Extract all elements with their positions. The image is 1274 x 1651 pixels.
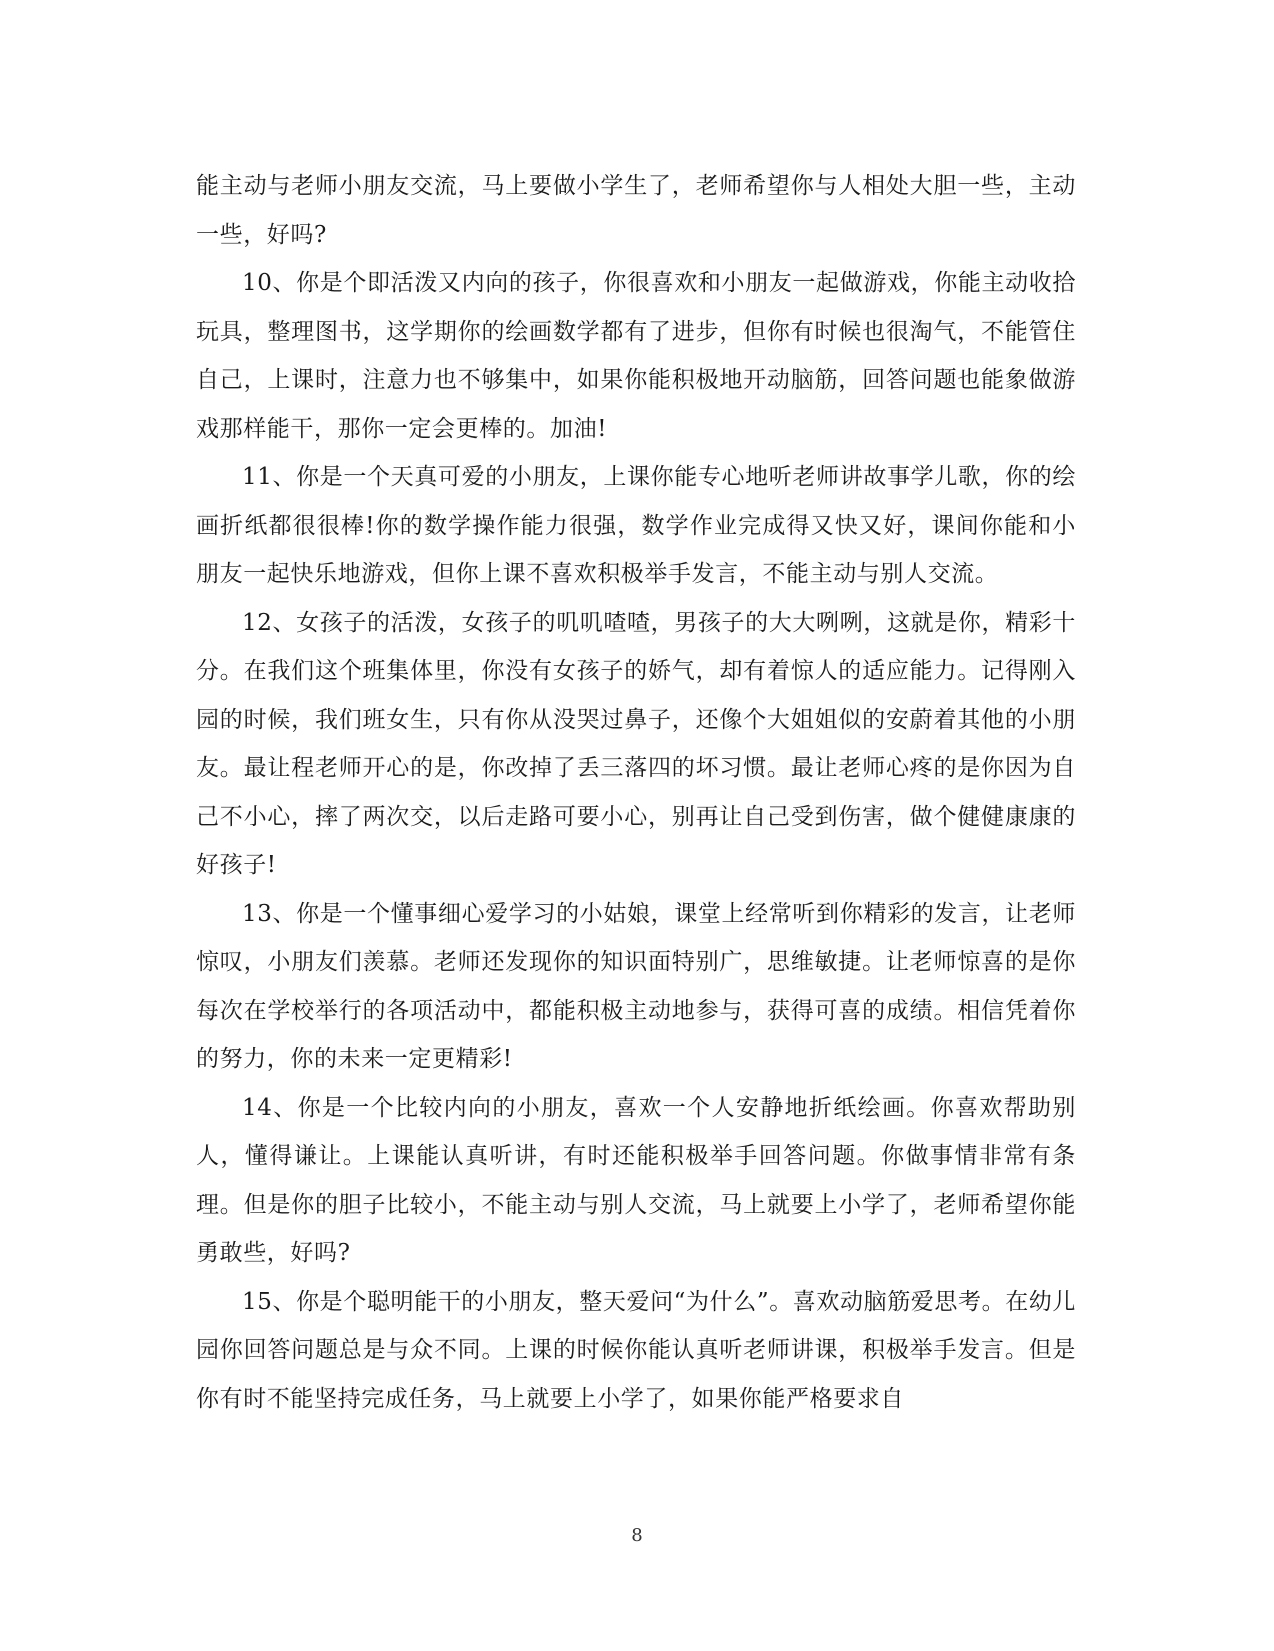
- document-body: [196, 162, 1076, 1423]
- paragraph: 能主动与老师小朋友交流，马上要做小学生了，老师希望你与人相处大胆一些，主动一些，好吗?: [196, 173, 1076, 248]
- page-number: 8: [631, 1525, 643, 1546]
- paragraph-item-11: 11、你是一个天真可爱的小朋友，上课你能专心地听老师讲故事学儿歌，你的绘画折纸都很很棒!你的数学操作能力很强，数学作业完成得又快又好，课间你能和小朋友一起快乐地游戏，但你上课不喜欢积极举手发言，不能主动与别人交流。: [196, 464, 1076, 587]
- paragraph-item-12: 12、女孩子的活泼，女孩子的叽叽喳喳，男孩子的大大咧咧，这就是你，精彩十分。在我们这个班集体里，你没有女孩子的娇气，却有着惊人的适应能力。记得刚入园的时候，我们班女生，只有你从没哭过鼻子，还像个大姐姐似的安蔚着其他的小朋友。最让程老师开心的是，你改掉了丢三落四的坏习惯。最让老师心疼的是你因为自己不小心，摔了两次交，以后走路可要小心，别再让自己受到伤害，做个健健康康的好孩子!: [196, 609, 1076, 878]
- paragraph-item-14: 14、你是一个比较内向的小朋友，喜欢一个人安静地折纸绘画。你喜欢帮助别人，懂得谦让。上课能认真听讲，有时还能积极举手回答问题。你做事情非常有条理。但是你的胆子比较小，不能主动与别人交流，马上就要上小学了，老师希望你能勇敢些，好吗?: [196, 1094, 1076, 1266]
- paragraph-item-13: 13、你是一个懂事细心爱学习的小姑娘，课堂上经常听到你精彩的发言，让老师惊叹，小朋友们羡慕。老师还发现你的知识面特别广，思维敏捷。让老师惊喜的是你每次在学校举行的各项活动中，都能积极主动地参与，获得可喜的成绩。相信凭着你的努力，你的未来一定更精彩!: [196, 900, 1076, 1072]
- paragraph-item-15: 15、你是个聪明能干的小朋友，整天爱问“为什么”。喜欢动脑筋爱思考。在幼儿园你回答问题总是与众不同。上课的时候你能认真听老师讲课，积极举手发言。但是你有时不能坚持完成任务，马上就要上小学了，如果你能严格要求自: [196, 1288, 1076, 1412]
- paragraph-item-10: 10、你是个即活泼又内向的孩子，你很喜欢和小朋友一起做游戏，你能主动收拾玩具，整理图书，这学期你的绘画数学都有了进步，但你有时候也很淘气，不能管住自己，上课时，注意力也不够集中，如果你能积极地开动脑筋，回答问题也能象做游戏那样能干，那你一定会更棒的。加油!: [196, 270, 1076, 442]
